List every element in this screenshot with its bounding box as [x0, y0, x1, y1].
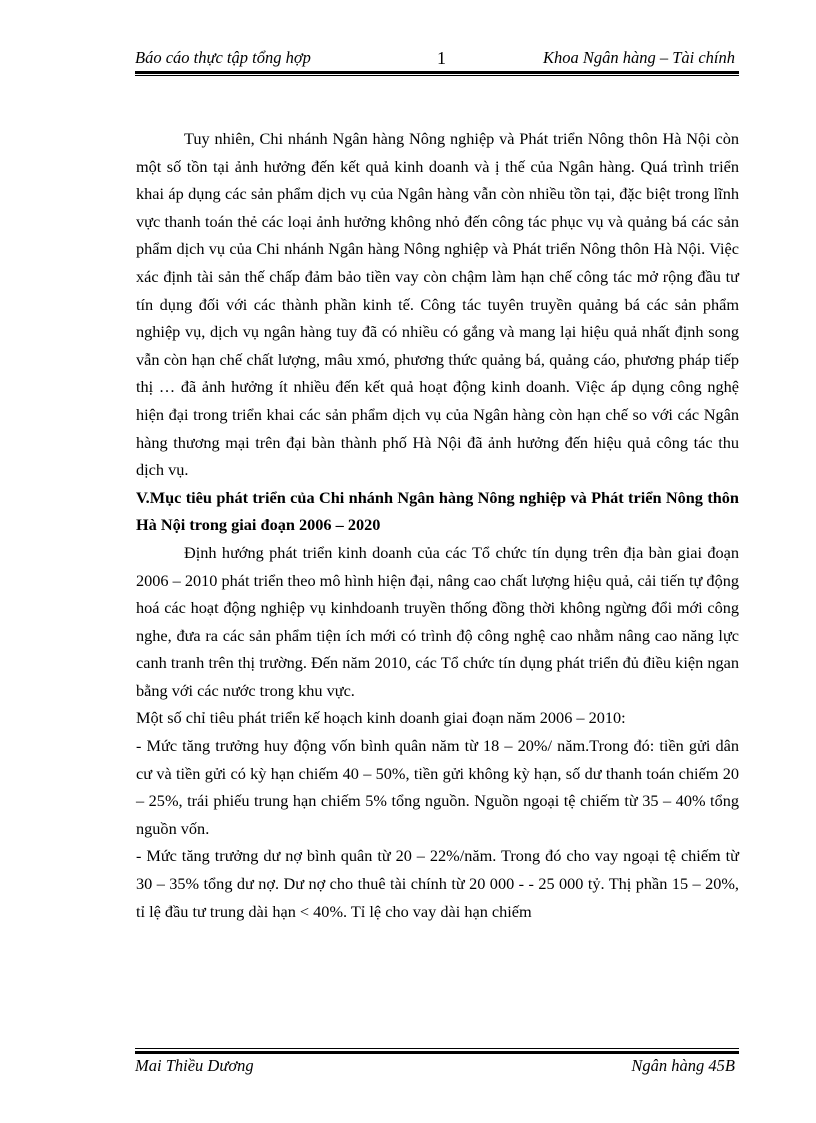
paragraph-credit-target: - Mức tăng trưởng dư nợ bình quân từ 20 – 22%/năm. Trong đó cho vay ngoại tệ chiếm từ 30 – 35% tổng dư nợ. Dư nợ cho thuê tài chính từ 20 000 - - 25 000 tỷ. Thị phần 15 – 20%, tỉ lệ đầu tư trung dài hạn < 40%. Tỉ lệ cho vay dài hạn chiếm	[136, 846, 739, 921]
footer-class: Ngân hàng 45B	[631, 1056, 735, 1075]
footer-rule-thin	[135, 1048, 739, 1049]
paragraph-limitations: Tuy nhiên, Chi nhánh Ngân hàng Nông nghiệp và Phát triển Nông thôn Hà Nội còn một số tồn tại ảnh hưởng đến kết quả kinh doanh và ị thế của Ngân hàng. Quá trình triển khai áp dụng các sản phẩm dịch vụ của Ngân hàng vẫn còn nhiều tồn tại, đặc biệt trong lĩnh vực thanh toán thẻ các loại ảnh hưởng không nhỏ đến công tác phục vụ và quảng bá các sản phẩm dịch vụ của Chi nhánh Ngân hàng Nông nghiệp và Phát triển Nông thôn Hà Nội. Việc xác định tài sản thế chấp đảm bảo tiền vay còn chậm làm hạn chế công tác mở rộng đầu tư tín dụng đối với các thành phần kinh tế. Công tác tuyên truyền quảng bá các sản phẩm nghiệp vụ, dịch vụ ngân hàng tuy đã có nhiều có gắng và mang lại hiệu quả nhất định song vẫn còn hạn chế chất lượng, mâu xmó, phương thức quảng bá, quảng cáo, phương pháp tiếp thị … đã ảnh hưởng ít nhiều đến kết quả hoạt động kinh doanh. Việc áp dụng công nghệ hiện đại trong triển khai các sản phẩm dịch vụ của Ngân hàng còn hạn chế so với các Ngân hàng thương mại trên đại bàn thành phố Hà Nội đã ảnh hưởng đến hiệu quả công tác thu dịch vụ.	[136, 129, 739, 480]
header-faculty: Khoa Ngân hàng – Tài chính	[542, 48, 735, 67]
footer-author: Mai Thiều Dương	[135, 1056, 254, 1075]
header-rule-thin	[135, 75, 739, 76]
paragraph-orientation: Định hướng phát triển kinh doanh của các Tổ chức tín dụng trên địa bàn giai đoạn 2006 – 2010 phát triển theo mô hình hiện đại, nâng cao chất lượng hiệu quả, cải tiến tự động hoá các hoạt động nghiệp vụ kinhdoanh truyền thống đồng thời không ngừng đổi mới công nghe, đưa ra các sản phẩm tiện ích mới có trình độ công nghệ cao nhằm nâng cao năng lực canh tranh trên thị trường. Đến năm 2010, các Tổ chức tín dụng phát triển đủ điều kiện ngan bằng với các nước trong khu vực.	[136, 542, 739, 700]
section-heading: V.Mục tiêu phát triển của Chi nhánh Ngân hàng Nông nghiệp và Phát triển Nông thôn Hà Nội trong giai đoạn 2006 – 2020	[136, 487, 739, 535]
header-rule-thick	[135, 71, 739, 74]
page-body	[136, 125, 739, 925]
header-report-title: Báo cáo thực tập tổng hợp	[135, 48, 311, 67]
page-header	[135, 46, 735, 70]
paragraph-targets-intro: Một số chỉ tiêu phát triển kế hoạch kinh doanh giai đoạn năm 2006 – 2010:	[136, 708, 626, 728]
paragraph-capital-target: - Mức tăng trưởng huy động vốn bình quân năm từ 18 – 20%/ năm.Trong đó: tiền gửi dân cư và tiền gửi có kỳ hạn chiếm 40 – 50%, tiền gửi không kỳ hạn, số dư thanh toán chiếm 20 – 25%, trái phiếu trung hạn chiếm 5% tổng nguồn. Nguồn ngoại tệ chiếm từ 35 – 40% tổng nguồn vốn.	[136, 736, 739, 838]
page-footer	[135, 1054, 735, 1078]
page-number: 1	[437, 48, 446, 68]
